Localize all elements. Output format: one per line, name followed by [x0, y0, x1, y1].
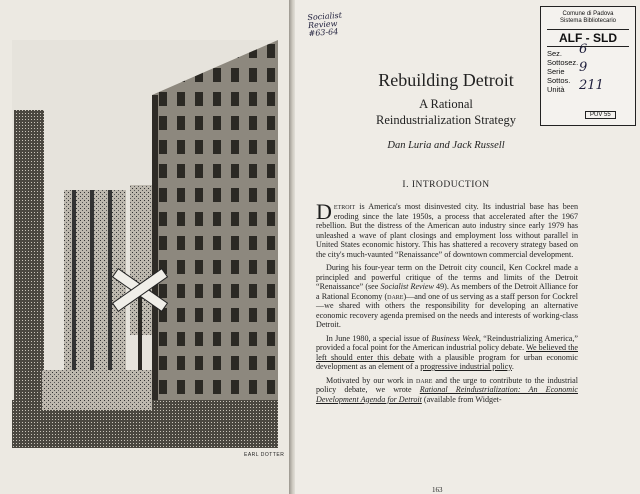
drop-cap: D [316, 199, 332, 224]
text-run: Motivated by our work in [326, 375, 417, 385]
page-number: 163 [432, 486, 443, 494]
stamp-label: Sez. [547, 49, 563, 58]
handnote-line: Review [307, 19, 338, 31]
text-run: , “Reindustrializing America,” provided a focal point for the American industrial policy debate. [316, 333, 578, 352]
text-run: )—and one of us serving as a staff person for Cockrel—we shared with others the responsibility for developing an alternative economic recovery agenda premised on the needs and interests of working-class Detroit. [316, 291, 578, 329]
text-run: Socialist Review [380, 282, 434, 291]
paragraph [316, 334, 578, 372]
photo-credit: EARL DOTTER [244, 452, 285, 458]
stamp-label: Sottosez. [547, 58, 579, 67]
handwritten-note [307, 10, 369, 38]
text-run: is America's most disinvested city. Its industrial base has been eroding since the late 1950s, a process that accelerated after the 1967 rebellion. But the distress of the American auto industry since early 1979 has unleashed a wave of plant closings and employment loss without parallel in United States economic history. This has shattered a recovery strategy based on the city's much-vaunted “Renaissance” of downtown commercial development. [316, 202, 578, 259]
paragraph [316, 199, 578, 259]
stamp-row-sottosez [541, 58, 635, 67]
stamp-header [541, 7, 635, 25]
stamp-label: Unità [547, 85, 565, 94]
text-run: During his four-year term on the Detroit city council, Ken Cockrel made a principled and powerful critique of the terms and limits of the Detroit “Renaissance” (see [316, 263, 578, 291]
article-body [316, 199, 579, 408]
text-run: 49). As members of the Detroit Alliance for a Rational Economy ( [316, 282, 578, 301]
detroit-photo [12, 40, 278, 448]
subtitle-line: A Rational [419, 97, 473, 111]
photo-illustration [12, 40, 278, 448]
paragraph [316, 263, 578, 330]
handnote-line: #63-64 [308, 27, 339, 39]
paragraph [316, 376, 578, 405]
stamp-header-line: Sistema Bibliotecario [559, 18, 617, 24]
stamp-inventory: PUV 55 [585, 111, 616, 119]
text-run: . [511, 362, 514, 371]
text-run: In June 1980, a special issue of [326, 333, 432, 343]
stamp-label: Sottos. [547, 76, 571, 85]
handnote-line: Socialist [307, 10, 343, 23]
article-title: Rebuilding Detroit [378, 70, 514, 90]
left-page [0, 0, 292, 494]
text-run: Rational Reindustrialization: An Economic Development Agenda for Detroit [316, 385, 578, 404]
stamp-value: 9 [579, 60, 588, 75]
stamp-label: Serie [547, 67, 565, 76]
stamp-header-line: Comune di Padova [562, 11, 614, 17]
stamp-code: ALF - SLD [547, 29, 629, 47]
text-run: and the urge to contribute to the industrial policy debate, we wrote [316, 375, 578, 394]
stamp-row-sez [541, 42, 635, 58]
text-run: We believed the left should enter this debate [316, 343, 579, 362]
subtitle-line: Reindustrialization Strategy [376, 113, 516, 127]
text-run: dare [416, 375, 433, 385]
text-run: etroit [333, 202, 356, 211]
text-run: with a plausible program for urban economic development as an element of a [316, 352, 578, 371]
text-run: progressive industrial policy [420, 362, 512, 371]
text-run: dare [387, 291, 404, 301]
section-heading: I. INTRODUCTION [402, 180, 490, 190]
stamp-value: 6 [579, 42, 588, 57]
stamp-value: 211 [579, 78, 604, 93]
article-authors: Dan Luria and Jack Russell [387, 140, 505, 151]
text-run: (available from Widget- [421, 394, 502, 404]
article-subtitle [310, 96, 582, 128]
text-run: Business Week [431, 333, 479, 343]
